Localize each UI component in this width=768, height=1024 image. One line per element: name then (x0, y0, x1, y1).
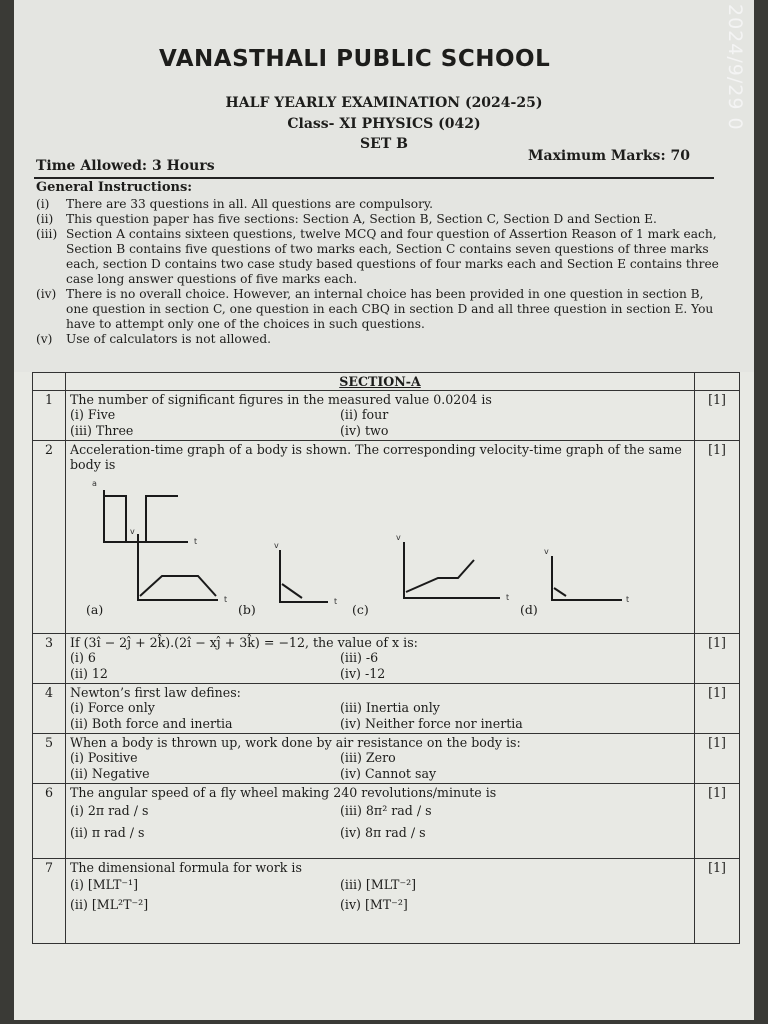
question-marks: [1] (695, 391, 740, 441)
question-number: 5 (33, 734, 66, 784)
header-rule (34, 177, 714, 179)
option: (i) 6 (70, 650, 96, 665)
question-row (33, 734, 740, 784)
section-title: SECTION-A (339, 374, 421, 389)
axis-label-t: t (506, 593, 510, 602)
question-number: 7 (33, 859, 66, 944)
question-number: 1 (33, 391, 66, 441)
graph-label: (c) (352, 602, 369, 617)
axis-label-v: v (130, 527, 135, 536)
option: (iv) Cannot say (340, 766, 437, 781)
instruction-item: (iii) Section A contains sixteen questions, twelve MCQ and four question of Assertion Reason of 1 mark each, Section B contains five questions of two marks each, Section C contains seven questions of three marks each, section D contains two case study based questions of four marks each and Section E contains three case long answer questions of five marks each. (36, 227, 719, 286)
graph-label: (a) (86, 602, 104, 617)
option: (ii) 12 (70, 666, 108, 681)
acceleration-time-graph (104, 490, 188, 542)
option: (iv) [MT⁻²] (340, 897, 408, 912)
graph-d-curve (552, 556, 622, 600)
question-row (33, 391, 740, 441)
axis-label-a: a (92, 479, 97, 488)
option: (ii) four (340, 407, 389, 422)
question-text: The dimensional formula for work is (70, 860, 302, 875)
axis-label-t: t (626, 595, 630, 604)
option: (iii) [MLT⁻²] (340, 877, 417, 892)
instructions-list (36, 197, 726, 347)
question-marks: [1] (695, 859, 740, 944)
question-text: The angular speed of a fly wheel making 240 revolutions/minute is (70, 785, 497, 800)
instruction-item: (iv) There is no overall choice. However, an internal choice has been provided in one question in section B, one question in section C, one question in each CBQ in section D and all three question in section E. You have to attempt only one of the choices in such questions. (36, 287, 714, 331)
exam-title: HALF YEARLY EXAMINATION (2024-25) (225, 95, 543, 111)
section-row (33, 373, 740, 391)
graph-label: (b) (238, 602, 256, 617)
instruction-item: (ii) This question paper has five sections: Section A, Section B, Section C, Section D and Section E. (36, 212, 657, 226)
question-marks: [1] (695, 684, 740, 734)
axis-label-t: t (334, 597, 338, 606)
option: (iii) Three (70, 423, 134, 438)
option: (iii) -6 (340, 650, 379, 665)
question-marks: [1] (695, 734, 740, 784)
instructions-title: General Instructions: (36, 180, 193, 195)
option: (i) 2π rad / s (70, 803, 149, 818)
option: (i) Force only (70, 700, 155, 715)
option: (iv) -12 (340, 666, 386, 681)
option: (i) [MLT⁻¹] (70, 877, 139, 892)
maximum-marks: Maximum Marks: 70 (528, 148, 690, 164)
option: (i) Positive (70, 750, 138, 765)
option: (ii) Negative (70, 766, 150, 781)
option: (iv) 8π rad / s (340, 825, 426, 840)
question-marks: [1] (695, 441, 740, 634)
question-text: If (3î − 2ĵ + 2k̂).(2î − xĵ + 3k̂) = −12, the value of x is: (70, 635, 418, 650)
option: (ii) Both force and inertia (70, 716, 233, 731)
option: (ii) π rad / s (70, 825, 145, 840)
axis-label-v: v (396, 533, 401, 542)
instruction-item: (v) Use of calculators is not allowed. (36, 332, 272, 346)
question-text: When a body is thrown up, work done by air resistance on the body is: (70, 735, 521, 750)
axis-label-v: v (274, 541, 279, 550)
graph-c-curve (404, 542, 500, 598)
axis-label-t: t (194, 537, 198, 546)
question-text: Newton’s first law defines: (70, 685, 241, 700)
option: (i) Five (70, 407, 116, 422)
question-text: Acceleration-time graph of a body is shown. The corresponding velocity-time graph of the same body is (70, 442, 682, 472)
class-title: Class- XI PHYSICS (042) (287, 116, 481, 132)
exam-paper (14, 0, 754, 1020)
velocity-time-graphs (70, 472, 690, 632)
question-text: The number of significant figures in the measured value 0.0204 is (70, 392, 492, 407)
cover-sheet (14, 0, 754, 372)
question-number: 3 (33, 634, 66, 684)
date-stamp: 2024/9/29 0 (724, 4, 746, 131)
question-marks: [1] (695, 784, 740, 859)
question-row (33, 859, 740, 944)
question-row (33, 684, 740, 734)
question-marks: [1] (695, 634, 740, 684)
question-number: 2 (33, 441, 66, 634)
question-row (33, 634, 740, 684)
option: (iii) Inertia only (340, 700, 440, 715)
school-name: VANASTHALI PUBLIC SCHOOL (159, 46, 551, 72)
option: (iii) Zero (340, 750, 396, 765)
axis-label-v: v (544, 547, 549, 556)
option: (iv) Neither force nor inertia (340, 716, 523, 731)
graph-label: (d) (520, 602, 538, 617)
option: (iv) two (340, 423, 389, 438)
question-number: 4 (33, 684, 66, 734)
questions-table (32, 372, 740, 944)
option: (ii) [ML²T⁻²] (70, 897, 149, 912)
question-row (33, 441, 740, 634)
graphs-figure (70, 472, 690, 632)
axis-label-t: t (224, 595, 228, 604)
graph-a-curve (138, 534, 218, 600)
question-number: 6 (33, 784, 66, 859)
graph-b-curve (280, 550, 328, 602)
set-title: SET B (360, 136, 408, 152)
instruction-item: (i) There are 33 questions in all. All questions are compulsory. (36, 197, 434, 211)
option: (iii) 8π² rad / s (340, 803, 432, 818)
question-row (33, 784, 740, 859)
time-allowed: Time Allowed: 3 Hours (36, 158, 215, 174)
